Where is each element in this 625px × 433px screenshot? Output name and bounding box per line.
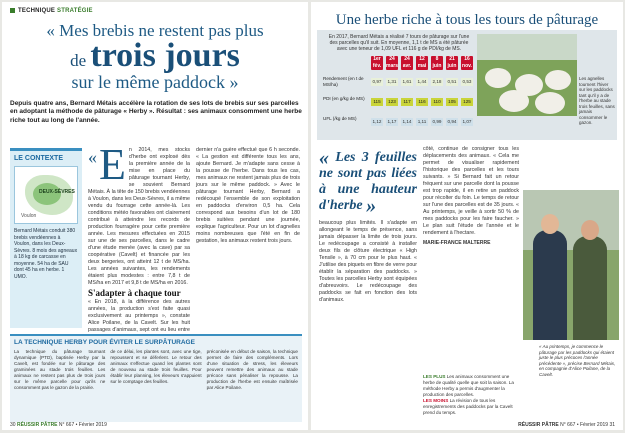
context-title: LE CONTEXTE xyxy=(14,155,64,162)
rendement-row xyxy=(371,78,473,86)
rendement-cell: 1,61 xyxy=(402,79,412,84)
right-folio: RÉUSSIR PÂTRE N° 667 • Février 2019 31 xyxy=(518,422,615,428)
right-column-1-text: beaucoup plus limités. Il s'adapte en allongeant le temps de présence, sans jamais dépasser la limite de trois jours. Le redécoupage a consisté à installer deux fils de clôture électrique « High Tensile », à 70 cm pour le plus haut. « J'utilise des piquets en fibre de verre pour établir la séparation des paddocks. » Toutes les parcelles Herby sont équipées d'abreuvoirs. Le redécoupage des paddocks se fait en fonction des lots d'animaux. xyxy=(319,220,417,303)
drop-cap: E xyxy=(99,140,126,189)
left-page xyxy=(2,2,308,430)
context-map xyxy=(14,166,78,224)
grazing-caption: En 2017, Bernard Métais a réalisé 7 tours de pâturage sur l'une des parcelles qu'il suit. En moyenne, 1,1 t de MS a été pâturée avec une teneur de 1,09 UFL et 116 g de PDI/kg de MS. xyxy=(328,34,470,52)
rendement-cell: 0,53 xyxy=(462,79,472,84)
tour-date-chip: 21 juin xyxy=(447,56,457,69)
sheep-shape xyxy=(485,68,511,88)
open-quote-mark: « xyxy=(88,147,97,167)
ufl-cell: 1,11 xyxy=(417,119,427,124)
herby-box-col-3: préconisée en début de saison, la technique permet de faire des compléments. Lors d'une situation de stress, les éleveurs peuvent remettre des animaux au stade précoce sans pénaliser la repousse. La production de l'herbe est ensuite maîtrisée par Alice Poilane. xyxy=(206,349,298,390)
ufl-cell: 1,07 xyxy=(462,119,472,124)
ufl-cell: 1,17 xyxy=(387,119,397,124)
tour-date-chip: 24 avr. xyxy=(402,56,412,69)
grazing-data-panel xyxy=(317,30,617,140)
right-page-title: Une herbe riche à tous les tours de pâturage xyxy=(335,12,599,28)
sheep-photo-caption: Les agnelles tournent l'hiver sur les paddocks tant qu'il y a de l'herbe au stade trois feuilles, sans jamais consommer le gazon. xyxy=(579,76,615,125)
map-department-label: DEUX-SÈVRES xyxy=(39,189,75,195)
person-shape xyxy=(533,230,567,340)
subheading: S'adapter à chaque tour xyxy=(88,288,181,298)
pdi-cell: 110 xyxy=(431,98,443,106)
rendement-cell: 1,31 xyxy=(387,79,397,84)
context-text: Bernard Métais conduit 380 brebis vendéennes à Voulon, dans les Deux-Sèvres. 8 mois des agneaux à 18 kg de carcasse en moyenne. 54 ha de SAU dont 45 ha en herbe. 1 UMO. xyxy=(14,228,78,280)
farmers-photo xyxy=(523,190,619,340)
pdi-cell: 117 xyxy=(401,98,413,106)
section-square-icon xyxy=(10,8,15,13)
sheep-photo xyxy=(477,34,577,116)
herby-box-col-2: de ce délai, les plantes sont, avec une tige, repoussent et se déferlent. Le retour des animaux s'effectue quand les plantes sont de nouveau au stade trois feuilles. Pour établir leur planning, les éleveurs s'appuient sur le comptage des feuilles. xyxy=(110,349,202,384)
sheep-shape xyxy=(535,92,565,114)
left-folio: 30 RÉUSSIR PÂTRE N° 667 • Février 2019 xyxy=(10,422,107,428)
tour-date-chip: 8 juin xyxy=(432,56,442,69)
headline-line-1: « Mes brebis ne restent pas plus xyxy=(46,21,264,40)
rendement-cell: 2,18 xyxy=(432,79,442,84)
article-column-2: dernier n'a guère effectué que 6 h seconde. « La gestion est différente tous les ans, ajoute Bernard. Je m'adapte sans cesse à la pousse de l'herbe. Dans tous les cas, mes animaux ne restent jamais plus de trois jours sur le même paddock. » Avec le pâturage tournant Herby, Bernard a redécoupé l'ensemble de son exploitation en paddocks d'environ 0,5 ha. Cela correspond aux besoins d'un lot de 180 brebis suitées pendant une journée, explique l'agriculteur. Pour un lot d'agnelles moins nombreuses que l'été en fin de gestation, les animaux restent trois jours. xyxy=(196,147,300,244)
herby-technique-box xyxy=(10,334,302,422)
context-box xyxy=(10,148,82,328)
right-page xyxy=(311,2,623,430)
tour-date-chip: 12 mai xyxy=(417,56,427,69)
pdi-row xyxy=(371,98,473,106)
author-byline: MARIE-FRANCE MALTERRE xyxy=(423,240,491,246)
rendement-label: Rendement (en t de MS/ha) xyxy=(323,76,364,87)
right-column-1 xyxy=(319,146,417,424)
tour-date-chip: 16 nov. xyxy=(462,56,472,69)
pull-quote: « Les 3 feuilles ne sont pas liées à une hauteur d'herbe » xyxy=(319,147,417,217)
pros-cons-box xyxy=(423,374,519,416)
herby-box-title: LA TECHNIQUE HERBY POUR ÉVITER LE SURPÂTURAGE xyxy=(14,339,195,346)
rendement-cell: 0,97 xyxy=(372,79,382,84)
pdi-cell: 105 xyxy=(446,98,458,106)
headline-line-2: de trois jours xyxy=(70,37,240,74)
tour-date-chip: 24 mars xyxy=(386,56,398,69)
article-standfirst: Depuis quatre ans, Bernard Métais accélère la rotation de ses lots de brebis sur ses parcelles en adoptant la méthode de pâturage « Herby ». Résultat : ses animaux consomment une herbe riche tout au long de l'année. xyxy=(10,100,302,124)
article-headline xyxy=(10,22,300,91)
ufl-cell: 1,14 xyxy=(402,119,412,124)
right-column-2-text: côté, continue de consigner tous les déplacements des animaux. « Cela me permet de visualiser rapidement l'historique des parcelles et les tours suivants. » Si Bernard fait un retour fréquent sur une parcelle dont la pousse est trop rapide, il en retire un paddock pour récolter du foin. Le temps de retour sur l'une des parcelles est de 35 jours. « Au printemps, je veille à sortir 50 % de mes paddocks pour les faire faucher. » Le plan suit l'étude de l'année et le rendement à l'hectare. xyxy=(423,146,519,236)
ufl-cell: 1,12 xyxy=(372,119,382,124)
map-city-label: Voulon xyxy=(21,213,37,219)
ufl-label: UFL (/kg de MS) xyxy=(323,116,357,121)
column-1-text: n 2014, mes stocks d'herbe ont explosé dès la première année de la mise en place du pâturage tournant Herby, se souvient Bernard Métais. À la tête de 150 brebis vendéennes à Voulon, dans les Deux-Sèvres, il a même vendu du fourrage cette année-là. Les conditions météo favorables ont clairement contribué à atteindre les records de production fourragère pour cette première année. Les mesures effectuées en 2015 sur une de ses parcelles, dans le cadre d'une étude menée (avec la cave) par sa coopérative (Cavelt) et financée par les deux bergeries, ont atteint 12 t de MS/ha. Les années suivantes, les rendements étaient plus modestes : entre 7,8 t de MS/ha en 2017 et 9,8 t de MS/ha en 2016. xyxy=(88,147,190,286)
headline-line-3: sur le même paddock » xyxy=(71,72,239,92)
pdi-label: PDI (en g/kg de MS) xyxy=(323,96,365,101)
pros-item: LES PLUS Les animaux consomment une herbe de qualité quelle que soit la saison. La méthode Herby a permis d'augmenter la production des parcelles. xyxy=(423,374,514,397)
pdi-cell: 116 xyxy=(416,98,428,106)
ufl-row xyxy=(371,118,473,126)
sheep-shape xyxy=(499,90,529,112)
ufl-cell: 0,99 xyxy=(432,119,442,124)
farmers-photo-caption: « Au printemps, je commence le pâturage par les paddocks qui étaient juste le plus précoces l'année précédente », précise Bernard Métais, en compagnie d'Alice Poilane, de la Cavelt. xyxy=(539,344,616,377)
section-header: TECHNIQUE STRATÉGIE xyxy=(10,8,93,14)
person-head-shape xyxy=(541,214,559,234)
rendement-cell: 0,51 xyxy=(447,79,457,84)
ufl-cell: 0,94 xyxy=(447,119,457,124)
person-head-shape xyxy=(581,220,599,240)
pdi-cell: 123 xyxy=(386,98,398,106)
tour-date-chips xyxy=(371,56,473,70)
pdi-cell: 125 xyxy=(461,98,473,106)
rendement-cell: 1,44 xyxy=(417,79,427,84)
herby-box-col-1: La technique du pâturage tournant dynamique (PTD), baptisée Herby par la Cavelt, est fondée sur le pâturage des graminées au stade trois feuilles. Les animaux ne restent pas plus de trois jours sur le même parcelle pour qu'ils ne consomment pas le gazon de la prairie. xyxy=(14,349,106,390)
tour-date-chip: 1er fév. xyxy=(372,56,382,69)
sheep-shape xyxy=(545,70,571,90)
column-1-text-2: « En 2018, à la différence des autres années, la production s'est faite quasi exclusivement au printemps », constate Alice Poilane, de la Cavelt. Sur les huit passages d'animaux, sept ont eu lieu entre xyxy=(88,299,190,333)
cons-item: LES MOINS La révision de tous les enregistrements des paddocks par la Cavelt prend du temps. xyxy=(423,398,513,415)
person-shape xyxy=(573,236,607,340)
article-column-1 xyxy=(88,140,190,333)
pdi-cell: 115 xyxy=(371,98,383,106)
